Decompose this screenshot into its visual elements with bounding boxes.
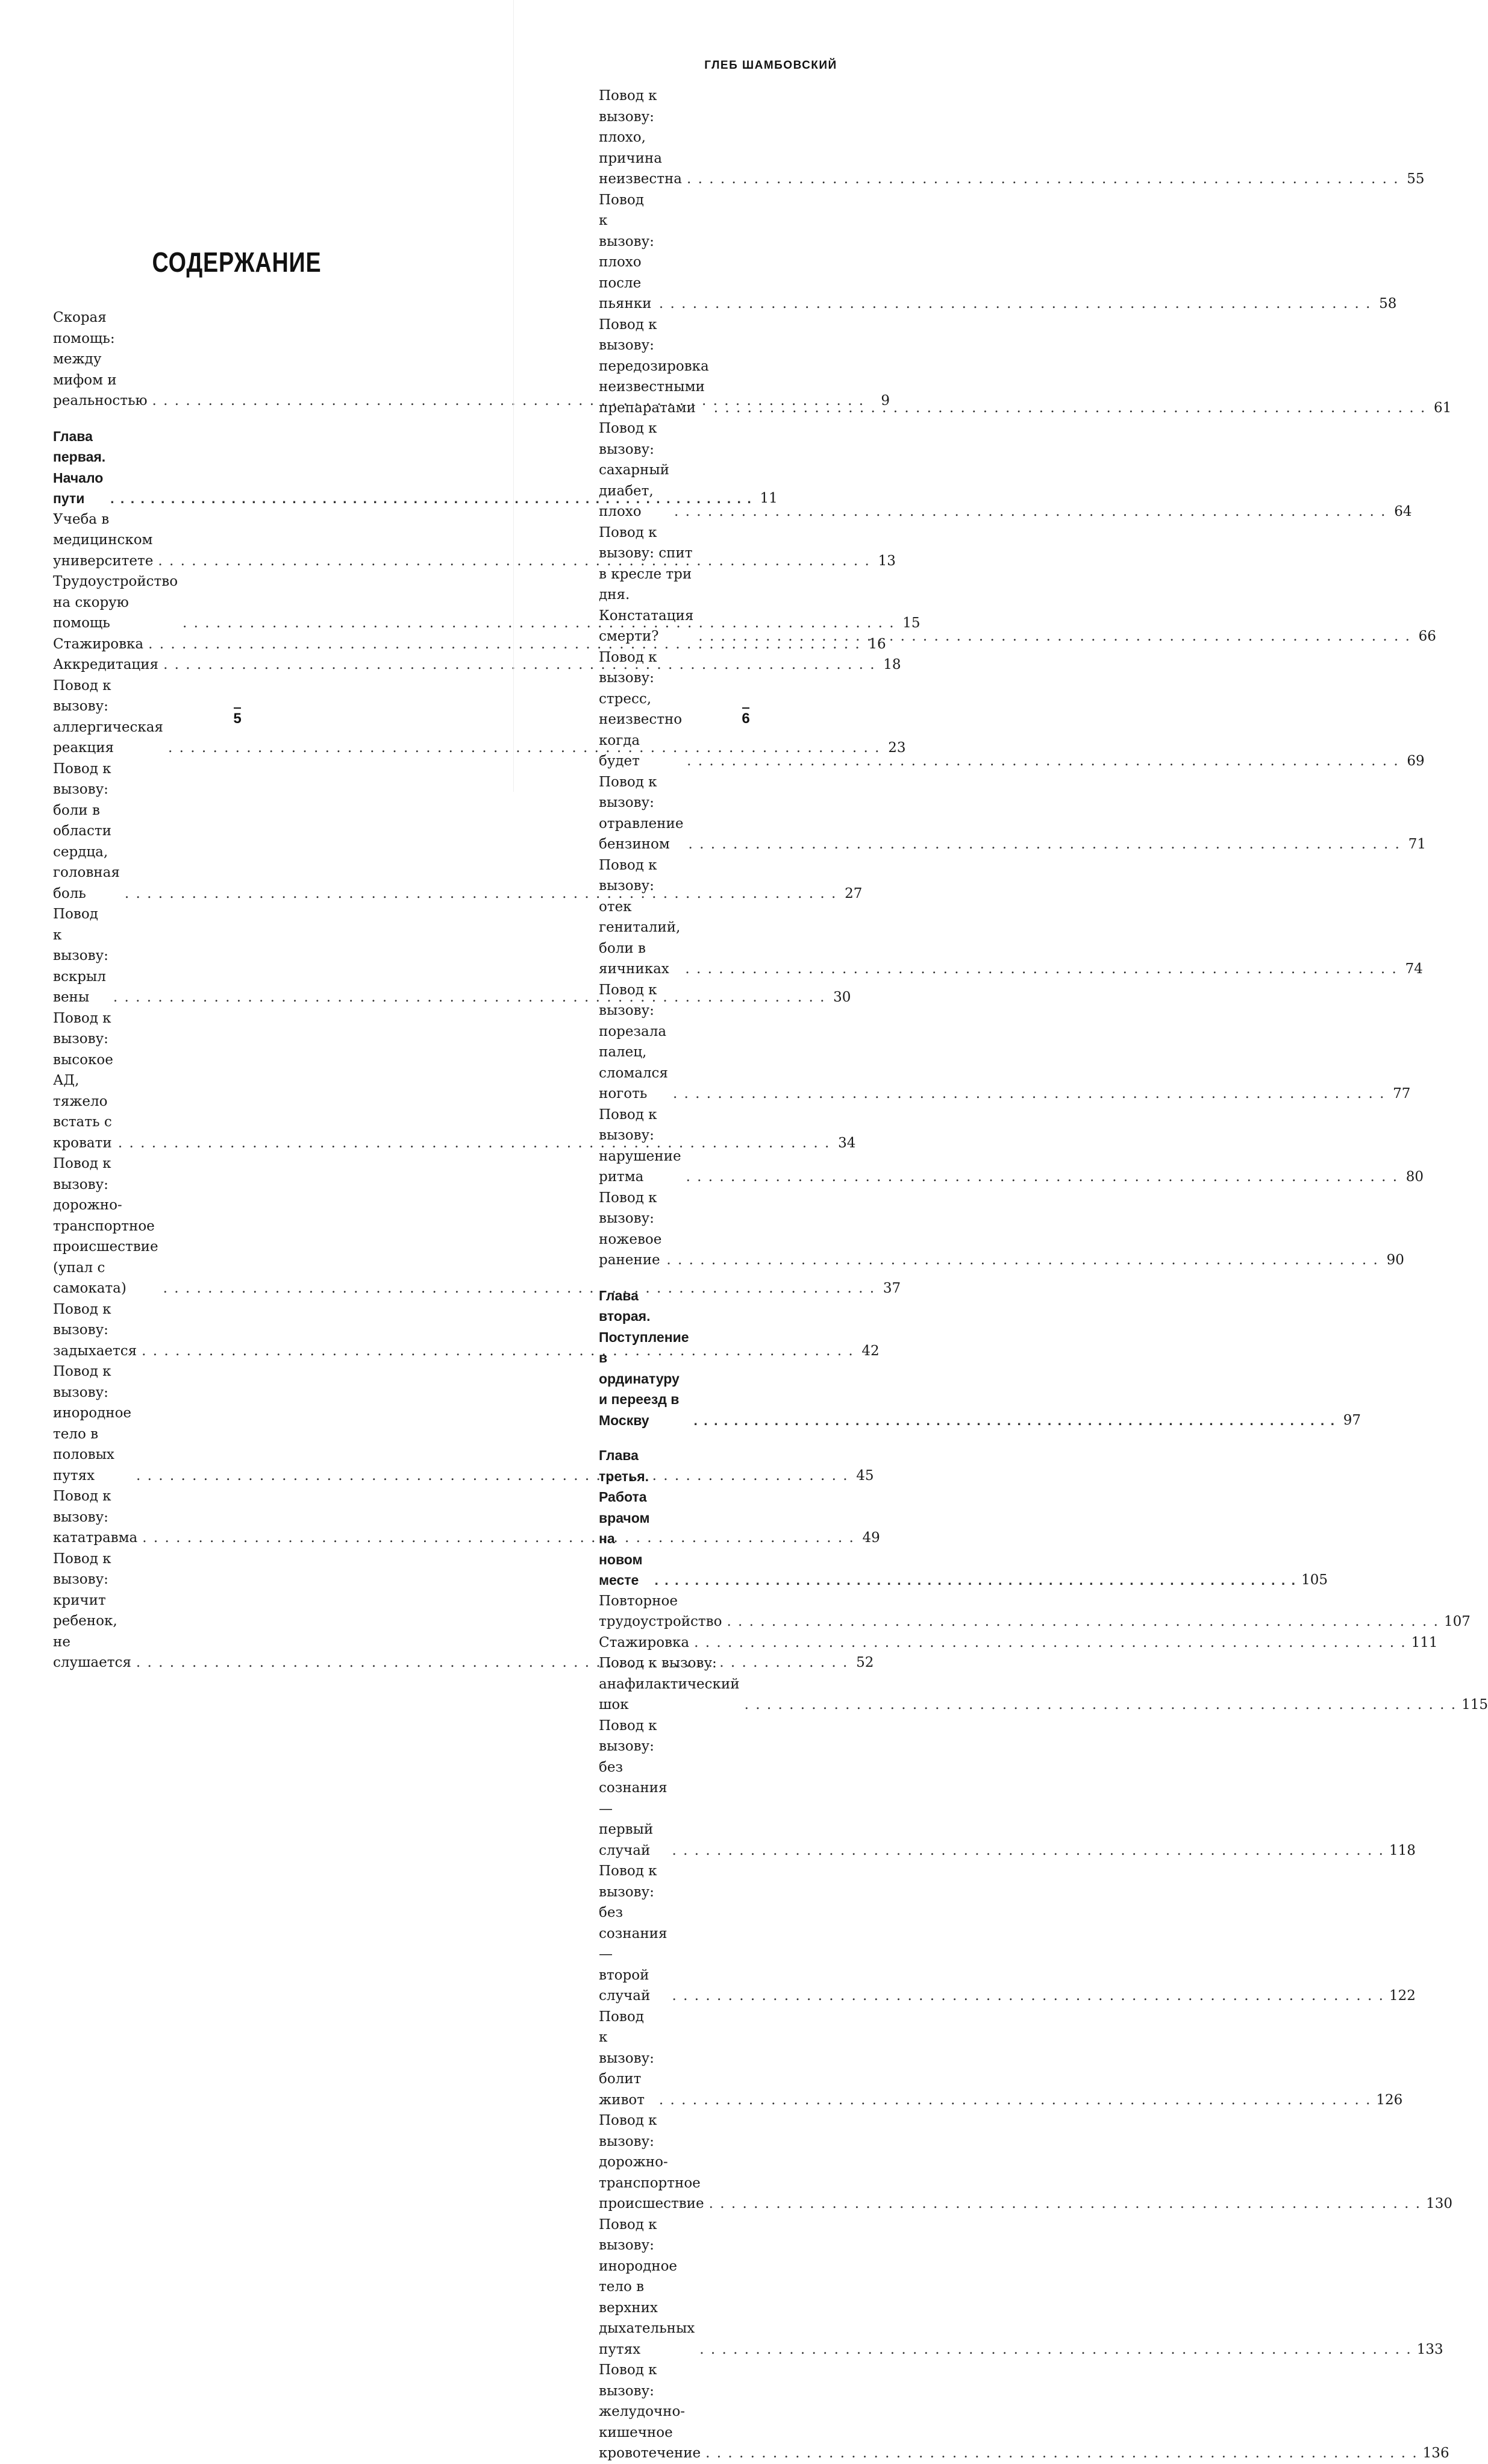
leader-dots xyxy=(687,751,1399,772)
leader-dots xyxy=(699,2339,1412,2360)
toc-entry[interactable] xyxy=(599,647,1425,772)
toc-entry[interactable] xyxy=(599,1632,1438,1654)
toc-entry-page: 49 xyxy=(862,1530,880,1546)
toc-entry-page: 66 xyxy=(1418,629,1436,644)
toc-entry-title: Стажировка xyxy=(599,1634,690,1651)
toc-entry-title: Повод к вызову: передозировка неизвестными препаратами xyxy=(599,316,709,416)
toc-chapter-entry[interactable] xyxy=(599,1285,1361,1431)
toc-entry-page: 77 xyxy=(1393,1086,1411,1102)
toc-entry[interactable] xyxy=(599,1861,1416,2007)
toc-entry[interactable] xyxy=(599,1653,1488,1716)
leader-dots xyxy=(673,1083,1386,1105)
toc-entry-title: Повод к вызову: желудочно-кишечное кровотечение xyxy=(599,2362,701,2461)
toc-entry-page: 34 xyxy=(838,1135,856,1151)
toc-entry-title: Повод к вызову: плохо, причина неизвестна xyxy=(599,88,683,187)
toc-entry[interactable] xyxy=(599,315,1452,419)
toc-entry[interactable] xyxy=(599,86,1425,190)
toc-entry-title: Повторное трудоустройство xyxy=(599,1593,722,1629)
toc-entry[interactable] xyxy=(599,2215,1443,2360)
toc-entry[interactable] xyxy=(599,1105,1424,1188)
toc-entry-title: Повод к вызову: дорожно-транспортное происшествие xyxy=(599,2113,704,2212)
toc-entry-page: 118 xyxy=(1389,1842,1416,1858)
leader-dots xyxy=(688,834,1401,855)
toc-entry-title: Повод к вызову: без сознания — второй случай xyxy=(599,1863,667,2004)
toc-entry[interactable] xyxy=(599,855,1423,980)
toc-entry-title: Повод к вызову: сахарный диабет, плохо xyxy=(599,421,669,519)
toc-entry-page: 115 xyxy=(1461,1697,1488,1713)
leader-dots xyxy=(672,1986,1384,2007)
toc-entry-page: 136 xyxy=(1422,2445,1449,2461)
leader-dots xyxy=(659,293,1372,315)
toc-entry-title: Повод к вызову: боли в области сердца, головная боль xyxy=(53,760,120,901)
toc-entry-title: Повод к вызову: спит в кресле три дня. Констатация смерти? xyxy=(599,524,694,644)
toc-entry-title: Глава первая. Начало пути xyxy=(53,428,106,506)
toc-entry-page: 58 xyxy=(1379,296,1397,312)
toc-entry-title: Повод к вызову: плохо после пьянки xyxy=(599,192,654,312)
leader-dots xyxy=(687,169,1399,190)
toc-entry-page: 90 xyxy=(1386,1252,1404,1268)
toc-entry-page: 13 xyxy=(878,553,896,569)
toc-entry-page: 122 xyxy=(1389,1988,1416,2004)
toc-entry-title: Повод к вызову: кататравма xyxy=(53,1488,138,1546)
toc-entry[interactable] xyxy=(599,190,1397,315)
toc-entry[interactable] xyxy=(599,2360,1449,2464)
toc-entry-title: Повод к вызову: отравление бензином xyxy=(599,774,684,852)
toc-entry-title: Повод к вызову: инородное тело в верхних дыхательных путях xyxy=(599,2216,695,2357)
running-head-author: ГЛЕБ ШАМБОВСКИЙ xyxy=(704,59,837,72)
toc-entry-page: 126 xyxy=(1376,2092,1403,2108)
leader-dots xyxy=(686,1167,1399,1188)
toc-entry-page: 111 xyxy=(1411,1634,1438,1651)
toc-entry-title: Повод к вызову: кричит ребенок, не слушается xyxy=(53,1550,131,1670)
toc-entry[interactable] xyxy=(599,1716,1416,1861)
toc-entry-title: Трудоустройство на скорую помощь xyxy=(53,574,178,631)
toc-entry-page: 74 xyxy=(1405,961,1423,977)
toc-entry-page: 15 xyxy=(902,615,921,631)
toc-entry[interactable] xyxy=(599,2007,1403,2111)
leader-dots xyxy=(685,959,1398,980)
toc-entry-title: Повод к вызову: высокое АД, тяжело встать с кровати xyxy=(53,1010,113,1151)
toc-entry-page: 71 xyxy=(1408,836,1426,852)
toc-list-right xyxy=(599,86,1488,2464)
toc-entry-title: Повод к вызову: порезала палец, сломался ноготь xyxy=(599,982,668,1102)
toc-entry-page: 42 xyxy=(861,1343,880,1359)
toc-entry[interactable] xyxy=(599,1591,1471,1632)
toc-entry-page: 80 xyxy=(1405,1169,1424,1185)
toc-entry-title: Скорая помощь: между мифом и реальностью xyxy=(53,310,148,409)
toc-entry-title: Повод к вызову: отек гениталий, боли в яичниках xyxy=(599,857,681,977)
toc-entry-page: 18 xyxy=(883,657,901,672)
toc-entry-title: Аккредитация xyxy=(53,657,159,672)
toc-entry-title: Повод к вызову: стресс, неизвестно когда будет xyxy=(599,649,683,769)
toc-entry[interactable] xyxy=(599,418,1412,522)
toc-entry[interactable] xyxy=(599,2110,1453,2215)
toc-entry-title: Повод к вызову: вскрыл вены xyxy=(53,906,108,1005)
toc-entry[interactable] xyxy=(599,980,1411,1105)
leader-dots xyxy=(672,1840,1384,1861)
toc-entry-page: 27 xyxy=(845,885,863,901)
toc-chapter-entry[interactable] xyxy=(599,1445,1328,1591)
toc-entry[interactable] xyxy=(53,1361,874,1486)
toc-entry-title: Повод к вызову: задыхается xyxy=(53,1301,137,1359)
toc-entry[interactable] xyxy=(53,654,901,676)
toc-entry-title: Повод к вызову: болит живот xyxy=(599,2008,654,2108)
toc-entry-page: 23 xyxy=(888,740,906,756)
toc-entry[interactable] xyxy=(53,1299,880,1362)
toc-entry-title: Глава третья. Работа врачом на новом месте xyxy=(599,1447,650,1588)
toc-entry-page: 64 xyxy=(1394,504,1412,519)
leader-dots xyxy=(698,626,1411,647)
toc-entry-title: Повод к вызову: инородное тело в половых путях xyxy=(53,1364,132,1484)
toc-entry[interactable] xyxy=(53,1486,880,1549)
toc-entry-page: 9 xyxy=(881,393,890,409)
toc-entry[interactable] xyxy=(53,509,896,572)
toc-entry-title: Повод к вызову: ножевое ранение xyxy=(599,1190,662,1268)
toc-entry[interactable] xyxy=(53,634,886,655)
toc-entry-page: 16 xyxy=(868,636,886,652)
leader-dots xyxy=(727,1611,1439,1632)
toc-entry-title: Повод к вызову: анафилактический шок xyxy=(599,1655,740,1713)
toc-entry-title: Повод к вызову: аллергическая реакция xyxy=(53,677,163,756)
leader-dots xyxy=(674,501,1387,522)
toc-entry-title: Повод к вызову: без сознания — первый случай xyxy=(599,1717,667,1858)
toc-entry-page: 107 xyxy=(1443,1614,1471,1629)
leader-dots xyxy=(655,1570,1297,1591)
toc-entry-page: 97 xyxy=(1343,1412,1361,1428)
leader-dots xyxy=(714,398,1427,419)
toc-entry-title: Учеба в медицинском университете xyxy=(53,511,154,569)
toc-entry-title: Повод к вызову: нарушение ритма xyxy=(599,1106,681,1185)
toc-entry-page: 69 xyxy=(1407,753,1425,769)
leader-dots xyxy=(705,2443,1418,2464)
toc-entry-page: 30 xyxy=(833,989,851,1005)
toc-entry-page: 45 xyxy=(856,1467,874,1484)
toc-entry[interactable] xyxy=(599,522,1436,647)
page-number: 5 xyxy=(225,707,249,727)
toc-heading: СОДЕРЖАНИЕ xyxy=(152,246,322,278)
leader-dots xyxy=(659,2090,1372,2111)
toc-entry-page: 55 xyxy=(1407,171,1425,187)
leader-dots xyxy=(709,2193,1422,2215)
toc-entry-page: 133 xyxy=(1416,2341,1443,2357)
leader-dots xyxy=(666,1250,1379,1271)
toc-entry-page: 105 xyxy=(1301,1572,1328,1588)
toc-entry-page: 61 xyxy=(1434,400,1452,416)
toc-entry-title: Повод к вызову: дорожно-транспортное происшествие (упал с самоката) xyxy=(53,1156,158,1296)
toc-entry-title: Стажировка xyxy=(53,636,144,652)
leader-dots xyxy=(745,1694,1457,1716)
toc-entry[interactable] xyxy=(599,1188,1404,1271)
toc-entry-page: 130 xyxy=(1426,2196,1453,2212)
leader-dots xyxy=(694,1410,1336,1431)
toc-entry-title: Глава вторая. Поступление в ординатуру и переезд в Москву xyxy=(599,1287,689,1428)
leader-dots xyxy=(694,1632,1407,1654)
toc-entry-page: 37 xyxy=(883,1281,901,1296)
toc-entry-page: 52 xyxy=(856,1655,874,1670)
page-number: 6 xyxy=(734,707,758,727)
toc-entry[interactable] xyxy=(599,772,1426,855)
toc-entry-page: 11 xyxy=(760,491,778,506)
